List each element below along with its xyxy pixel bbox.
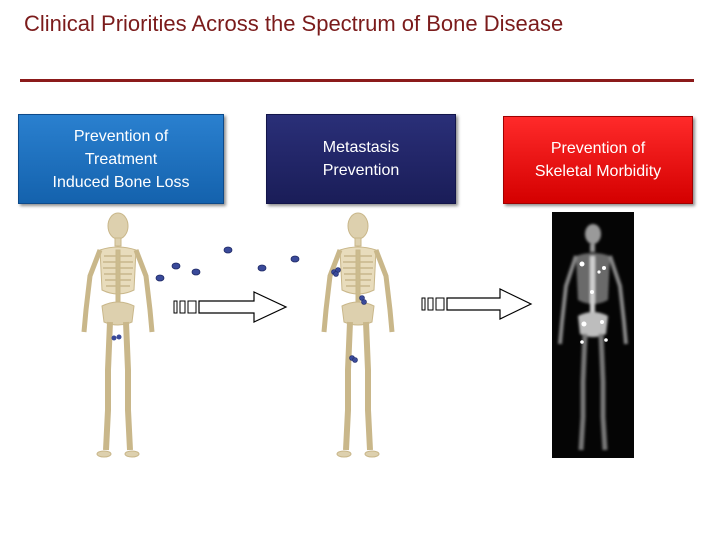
block-arrow-icon (172, 288, 290, 328)
tumor-cells-icon (150, 240, 310, 290)
skeleton-icon (318, 210, 398, 460)
title-divider (20, 79, 694, 82)
box-metastasis-prevention (266, 114, 456, 204)
box-label: Prevention of Treatment Induced Bone Loss (52, 127, 190, 191)
block-arrow-icon (420, 285, 535, 325)
slide-title: Clinical Priorities Across the Spectrum of Bone Disease (24, 11, 564, 36)
box-label: Metastasis Prevention (322, 139, 400, 179)
skeleton-icon (78, 210, 158, 460)
box-prevention-treatment-induced-bone-loss (18, 114, 224, 204)
bone-scan-image (552, 212, 634, 458)
box-prevention-skeletal-morbidity (503, 116, 693, 204)
box-label: Prevention of Skeletal Morbidity (534, 140, 662, 180)
